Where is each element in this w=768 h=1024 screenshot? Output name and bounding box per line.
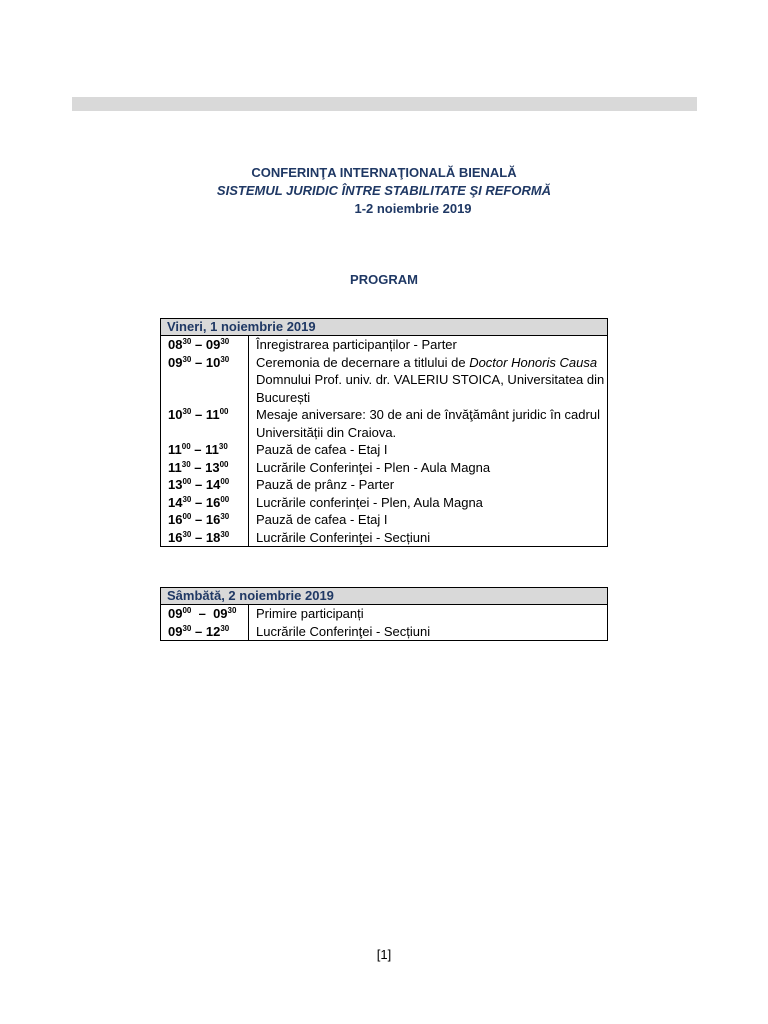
time-end-hour: 10 xyxy=(205,354,221,370)
time-slot xyxy=(161,605,249,623)
time-end-minutes: 30 xyxy=(220,354,230,364)
time-end-hour: 18 xyxy=(205,529,221,545)
conference-dates: 1-2 noiembrie 2019 xyxy=(354,201,472,216)
time-slot xyxy=(161,441,249,459)
time-end-minutes: 30 xyxy=(227,606,237,615)
time-end-hour: 16 xyxy=(205,512,221,527)
time-start-hour: 11 xyxy=(168,459,182,475)
time-end-hour: 11 xyxy=(205,407,220,422)
activity-text: Ceremonia de decernare a titlului de xyxy=(256,354,470,370)
time-end-hour: 09 xyxy=(213,606,228,621)
time-separator: – xyxy=(191,407,206,422)
time-end-minutes: 00 xyxy=(220,494,230,504)
activity: Lucrările Conferinţei - Plen - Aula Magna xyxy=(249,459,608,477)
time-end-minutes: 00 xyxy=(219,459,229,469)
time-start-minutes: 30 xyxy=(182,337,192,346)
conference-header xyxy=(0,164,768,218)
time-separator: – xyxy=(191,512,206,527)
activity: Lucrările Conferinţei - Secțiuni xyxy=(249,623,608,641)
time-separator: – xyxy=(190,459,206,475)
day-heading: Sâmbătă, 2 noiembrie 2019 xyxy=(161,588,608,605)
table-row xyxy=(161,494,608,512)
schedule-table-day1 xyxy=(160,318,608,547)
time-start-hour: 13 xyxy=(168,477,183,492)
time-start-hour: 09 xyxy=(168,354,183,370)
header-bar xyxy=(72,97,697,111)
time-start-minutes: 00 xyxy=(181,442,191,451)
time-slot xyxy=(161,511,249,529)
time-start-hour: 16 xyxy=(168,529,183,545)
table-row xyxy=(161,476,608,494)
table-row xyxy=(161,511,608,529)
activity-text: Domnului Prof. univ. dr. VALERIU STOICA, Universitatea din București xyxy=(256,372,605,405)
time-start-hour: 09 xyxy=(168,606,183,621)
activity: Pauză de cafea - Etaj I xyxy=(249,441,608,459)
activity: Lucrările conferinței - Plen, Aula Magna xyxy=(249,494,608,512)
conference-title: CONFERINŢA INTERNAŢIONALĂ BIENALĂ xyxy=(251,165,517,180)
time-separator: – xyxy=(191,477,206,492)
time-separator: – xyxy=(191,606,214,621)
time-slot xyxy=(161,476,249,494)
activity-text: Doctor Honoris Causa xyxy=(469,354,598,370)
schedule-table-day2 xyxy=(160,587,608,641)
time-slot xyxy=(161,336,249,354)
table-row xyxy=(161,623,608,641)
time-start-hour: 10 xyxy=(168,407,183,422)
time-end-minutes: 30 xyxy=(220,623,230,633)
time-end-hour: 13 xyxy=(205,459,220,475)
conference-theme: SISTEMUL JURIDIC ÎNTRE STABILITATE ŞI REFORMĂ xyxy=(216,183,552,198)
time-separator: – xyxy=(191,494,206,510)
table-row xyxy=(161,354,608,407)
time-end-hour: 09 xyxy=(205,337,221,352)
activity: Primire participanți xyxy=(249,605,608,623)
time-separator: – xyxy=(191,354,206,370)
time-start-minutes: 00 xyxy=(182,477,192,486)
time-start-minutes: 30 xyxy=(182,623,192,633)
time-start-hour: 16 xyxy=(168,512,183,527)
table-row xyxy=(161,441,608,459)
table-row xyxy=(161,336,608,354)
time-end-hour: 12 xyxy=(205,623,221,639)
time-slot xyxy=(161,494,249,512)
time-slot xyxy=(161,354,249,407)
activity: Înregistrarea participanților - Parter xyxy=(249,336,608,354)
activity: Pauză de cafea - Etaj I xyxy=(249,511,608,529)
time-end-minutes: 30 xyxy=(218,442,228,451)
time-end-minutes: 30 xyxy=(220,512,230,521)
program-title: PROGRAM xyxy=(350,272,418,287)
time-slot xyxy=(161,406,249,441)
day-heading: Vineri, 1 noiembrie 2019 xyxy=(161,319,608,336)
time-start-minutes: 30 xyxy=(182,354,192,364)
time-start-hour: 09 xyxy=(168,623,183,639)
activity: Pauză de prânz - Parter xyxy=(249,476,608,494)
table-row xyxy=(161,529,608,547)
time-slot xyxy=(161,529,249,547)
time-separator: – xyxy=(191,623,206,639)
time-start-minutes: 30 xyxy=(182,529,192,539)
time-end-hour: 14 xyxy=(205,477,221,492)
time-start-minutes: 30 xyxy=(182,494,192,504)
activity: Mesaje aniversare: 30 de ani de învăţământ juridic în cadrul Universității din Craiova. xyxy=(249,406,608,441)
time-separator: – xyxy=(191,529,206,545)
table-row xyxy=(161,459,608,477)
time-slot xyxy=(161,459,249,477)
time-separator: – xyxy=(191,337,206,352)
table-row xyxy=(161,406,608,441)
activity xyxy=(249,354,608,407)
time-start-minutes: 00 xyxy=(182,512,192,521)
time-end-minutes: 00 xyxy=(220,477,230,486)
time-start-minutes: 30 xyxy=(181,459,191,469)
time-end-minutes: 30 xyxy=(220,337,230,346)
time-start-hour: 08 xyxy=(168,337,183,352)
time-start-minutes: 00 xyxy=(182,606,192,615)
time-end-hour: 11 xyxy=(205,442,219,457)
table-row xyxy=(161,605,608,623)
time-end-minutes: 00 xyxy=(219,407,229,416)
activity: Lucrările Conferinţei - Secțiuni xyxy=(249,529,608,547)
time-separator: – xyxy=(190,442,206,457)
time-start-minutes: 30 xyxy=(182,407,192,416)
time-end-minutes: 30 xyxy=(220,529,230,539)
time-end-hour: 16 xyxy=(205,494,221,510)
time-start-hour: 14 xyxy=(168,494,183,510)
time-slot xyxy=(161,623,249,641)
page-number: [1] xyxy=(376,947,392,962)
time-start-hour: 11 xyxy=(168,442,182,457)
